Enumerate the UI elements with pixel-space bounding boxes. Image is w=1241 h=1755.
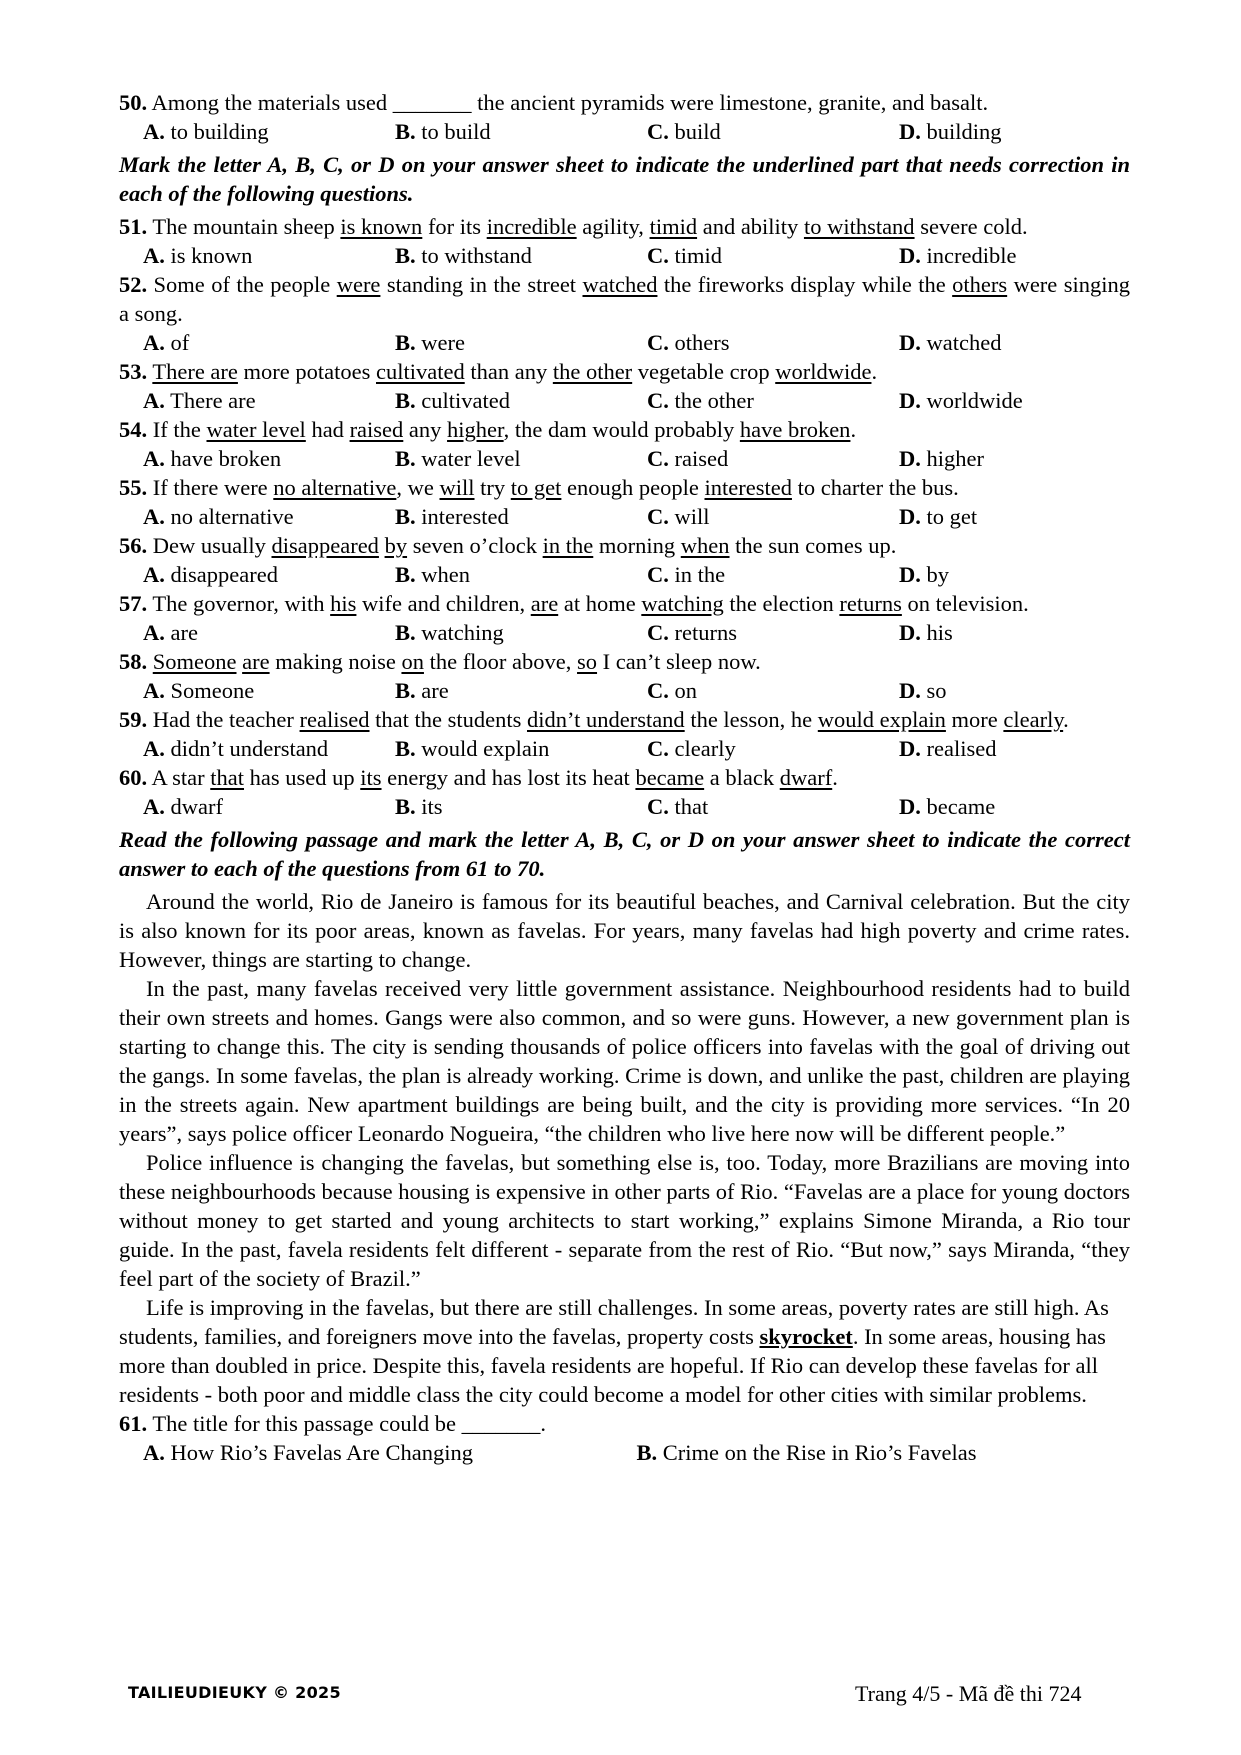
option-d[interactable]: D. to get (899, 504, 978, 529)
option-b[interactable]: B. to build (395, 119, 491, 144)
question-61: 61. The title for this passage could be _______. (119, 1411, 547, 1436)
option-c[interactable]: C. in the (647, 562, 726, 587)
option-c[interactable]: C. clearly (647, 736, 736, 761)
option-b[interactable]: B. when (395, 562, 471, 587)
option-d[interactable]: D. incredible (899, 243, 1017, 268)
question-52: 52. Some of the people were standing in the street watched the fireworks display while the others were singing a song. (119, 272, 1130, 326)
options-61 (143, 1438, 1130, 1467)
option-c[interactable]: C. on (647, 678, 697, 703)
option-b[interactable]: B. to withstand (395, 243, 532, 268)
option-a[interactable]: A. are (143, 620, 198, 645)
option-c[interactable]: C. will (647, 504, 710, 529)
option-c[interactable]: C. others (647, 330, 730, 355)
options-53 (143, 386, 1130, 415)
option-a[interactable]: A. didn’t understand (143, 736, 329, 761)
option-a[interactable]: A. to building (143, 119, 269, 144)
option-a[interactable]: A. How Rio’s Favelas Are Changing (143, 1440, 473, 1465)
options-52 (143, 328, 1130, 357)
options-54 (143, 444, 1130, 473)
page-footer (128, 1681, 1128, 1711)
passage-paragraph-1: Around the world, Rio de Janeiro is famous for its beautiful beaches, and Carnival celebration. But the city is also known for its poor areas, known as favelas. For years, many favelas had high poverty and crime rates. However, things are starting to change. (119, 889, 1130, 972)
option-a[interactable]: A. There are (143, 388, 256, 413)
option-d[interactable]: D. realised (899, 736, 997, 761)
option-b[interactable]: B. cultivated (395, 388, 510, 413)
option-d[interactable]: D. higher (899, 446, 984, 471)
question-50: 50. Among the materials used _______ the ancient pyramids were limestone, granite, and basalt. (119, 90, 989, 115)
exam-page (119, 88, 1130, 1467)
option-d[interactable]: D. building (899, 119, 1002, 144)
question-58: 58. Someone are making noise on the floor above, so I can’t sleep now. (119, 649, 761, 674)
question-54: 54. If the water level had raised any higher, the dam would probably have broken. (119, 417, 857, 442)
option-d[interactable]: D. watched (899, 330, 1002, 355)
option-d[interactable]: D. worldwide (899, 388, 1023, 413)
option-a[interactable]: A. of (143, 330, 190, 355)
question-51: 51. The mountain sheep is known for its incredible agility, timid and ability to withstand severe cold. (119, 214, 1028, 239)
option-c[interactable]: C. the other (647, 388, 754, 413)
option-d[interactable]: D. his (899, 620, 953, 645)
option-c[interactable]: C. returns (647, 620, 737, 645)
reading-passage (119, 887, 1130, 1409)
options-60 (143, 792, 1130, 821)
options-50 (143, 117, 1130, 146)
question-57: 57. The governor, with his wife and children, are at home watching the election returns on television. (119, 591, 1029, 616)
question-53: 53. There are more potatoes cultivated than any the other vegetable crop worldwide. (119, 359, 878, 384)
option-c[interactable]: C. raised (647, 446, 729, 471)
option-b[interactable]: B. would explain (395, 736, 550, 761)
passage-paragraph-3: Police influence is changing the favelas, but something else is, too. Today, more Brazilians are moving into these neighbourhoods because housing is expensive in other parts of Rio. “Favelas are a place for young doctors without money to get started and young architects to start working,” explains Simone Miranda, a Rio tour guide. In the past, favela residents felt different - separate from the rest of Rio. “But now,” says Miranda, “they feel part of the society of Brazil.” (119, 1150, 1130, 1291)
options-55 (143, 502, 1130, 531)
option-a[interactable]: A. no alternative (143, 504, 294, 529)
passage-paragraph-4: Life is improving in the favelas, but there are still challenges. In some areas, poverty rates are still high. As students, families, and foreigners move into the favelas, property costs skyrocket. In some areas, housing has more than doubled in price. Despite this, favela residents are hopeful. If Rio can develop these favelas for all residents - both poor and middle class the city could become a model for other cities with similar problems. (119, 1295, 1109, 1407)
instruction-error-identification: Mark the letter A, B, C, or D on your answer sheet to indicate the underlined part that needs correction in each of the following questions. (119, 152, 1130, 206)
option-b[interactable]: B. Crime on the Rise in Rio’s Favelas (636, 1440, 977, 1465)
footer-brand: TAILIEUDIEUKY © 2025 (128, 1683, 341, 1702)
question-text: Among the materials used _______ the ancient pyramids were limestone, granite, and basalt. (151, 90, 989, 115)
option-c[interactable]: C. that (647, 794, 709, 819)
passage-paragraph-2: In the past, many favelas received very little government assistance. Neighbourhood residents had to build their own streets and homes. Gangs were also common, and so were guns. However, a new government plan is starting to change this. The city is sending thousands of police officers into favelas with the goal of driving out the gangs. In some favelas, the plan is already working. Crime is down, and unlike the past, children are playing in the streets again. New apartment buildings are being built, and the city is providing more services. “In 20 years”, says police officer Leonardo Nogueira, “the children who live here now will be different people.” (119, 976, 1130, 1146)
option-a[interactable]: A. is known (143, 243, 253, 268)
option-b[interactable]: B. interested (395, 504, 509, 529)
option-a[interactable]: A. have broken (143, 446, 282, 471)
instruction-reading: Read the following passage and mark the letter A, B, C, or D on your answer sheet to indicate the correct answer to each of the questions from 61 to 70. (119, 827, 1130, 881)
option-a[interactable]: A. dwarf (143, 794, 223, 819)
options-59 (143, 734, 1130, 763)
option-d[interactable]: D. so (899, 678, 947, 703)
option-d[interactable]: D. became (899, 794, 996, 819)
option-a[interactable]: A. Someone (143, 678, 255, 703)
option-b[interactable]: B. water level (395, 446, 521, 471)
question-59: 59. Had the teacher realised that the students didn’t understand the lesson, he would explain more clearly. (119, 707, 1069, 732)
footer-page-info: Trang 4/5 - Mã đề thi 724 (855, 1681, 1082, 1706)
option-c[interactable]: C. build (647, 119, 721, 144)
option-c[interactable]: C. timid (647, 243, 723, 268)
option-a[interactable]: A. disappeared (143, 562, 278, 587)
highlighted-word: skyrocket (759, 1324, 853, 1349)
options-58 (143, 676, 1130, 705)
option-b[interactable]: B. its (395, 794, 443, 819)
options-51 (143, 241, 1130, 270)
options-56 (143, 560, 1130, 589)
question-60: 60. A star that has used up its energy and has lost its heat became a black dwarf. (119, 765, 838, 790)
question-55: 55. If there were no alternative, we will try to get enough people interested to charter the bus. (119, 475, 959, 500)
option-d[interactable]: D. by (899, 562, 949, 587)
option-b[interactable]: B. were (395, 330, 465, 355)
option-b[interactable]: B. watching (395, 620, 504, 645)
options-57 (143, 618, 1130, 647)
option-b[interactable]: B. are (395, 678, 449, 703)
question-56: 56. Dew usually disappeared by seven o’clock in the morning when the sun comes up. (119, 533, 897, 558)
